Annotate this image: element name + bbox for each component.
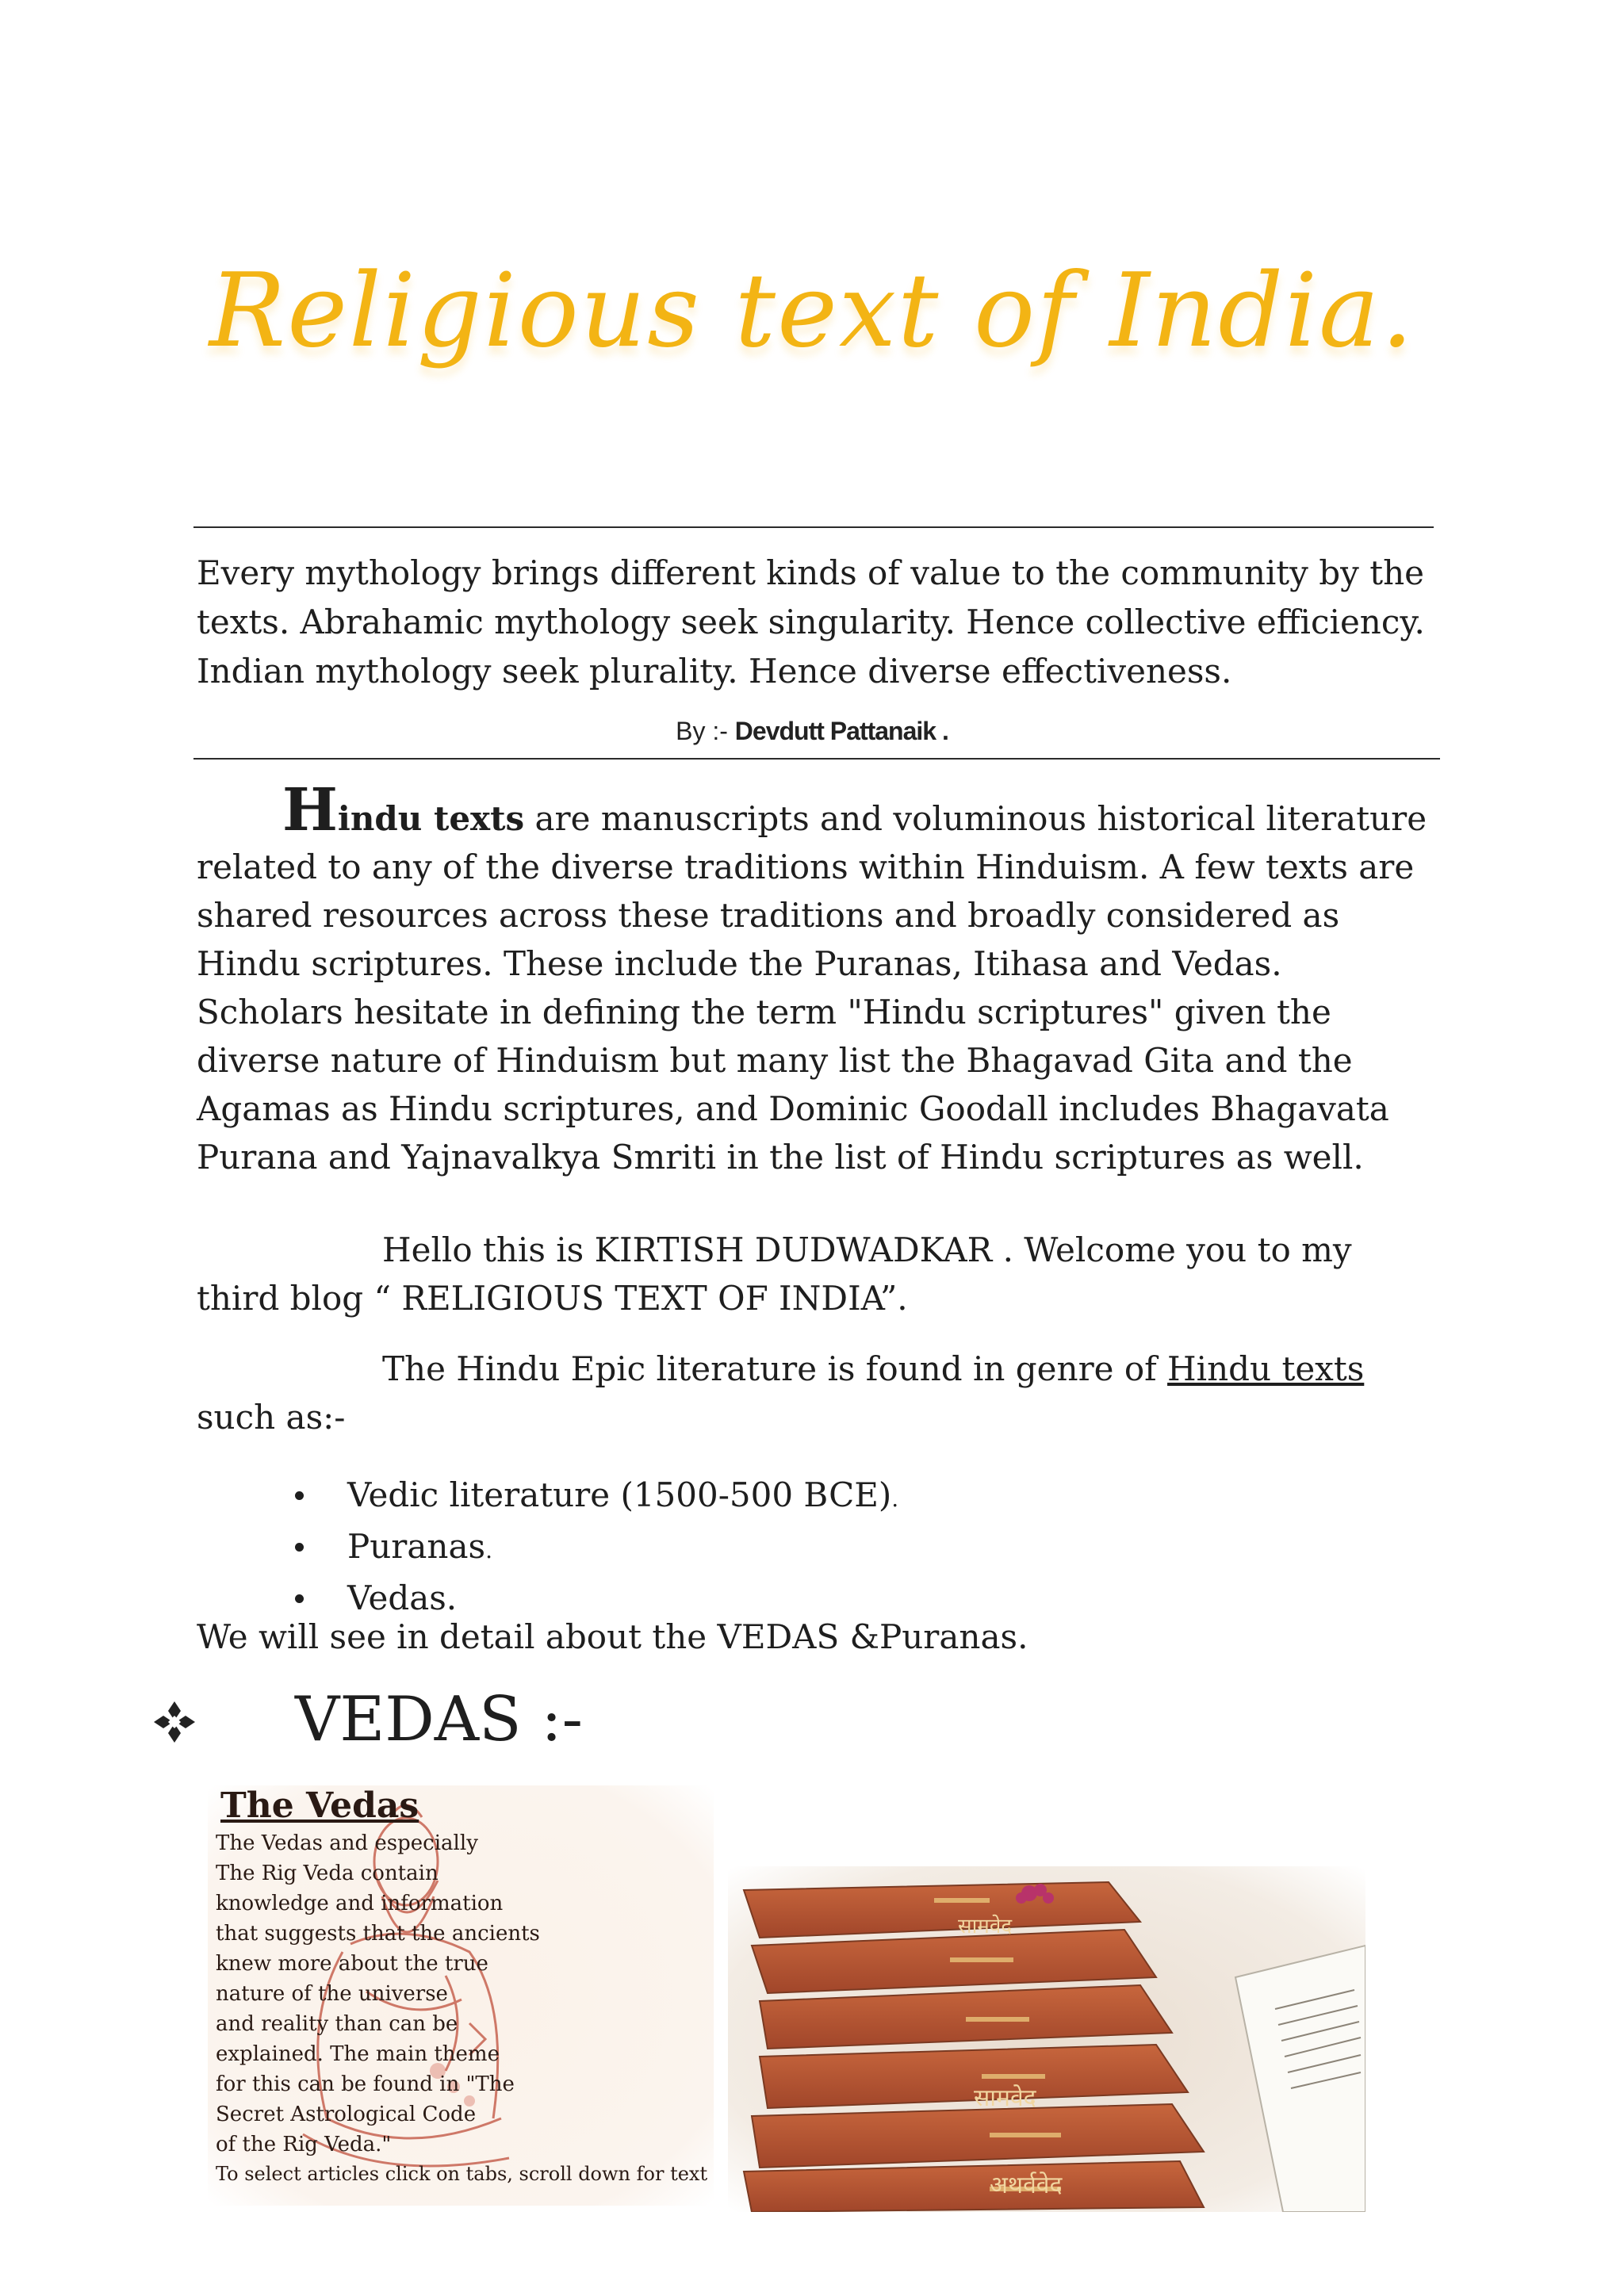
epic-paragraph	[197, 1345, 1434, 1441]
vedas-image-line: of the Rig Veda."	[216, 2133, 392, 2156]
drop-cap: H	[282, 776, 338, 844]
intro-quote: Every mythology brings different kinds of value to the community by the texts. Abrahamic mythology seek singularity. Hence collective efficiency. Indian mythology seek plurality. Hence diverse effectiveness.	[197, 553, 1425, 691]
vedas-image-line: explained. The main theme	[216, 2042, 500, 2066]
list-item: Vedic literature (1500-500 BCE).	[295, 1471, 898, 1523]
detail-paragraph: We will see in detail about the VEDAS &Puranas.	[197, 1617, 1028, 1656]
vedas-image-line: Secret Astrological Code	[216, 2103, 477, 2126]
epic-text-before: The Hindu Epic literature is found in genre of	[382, 1349, 1168, 1388]
vedas-image-line: for this can be found in "The	[216, 2072, 515, 2096]
vedas-image-line: knew more about the true	[216, 1952, 488, 1976]
byline-label: By :-	[676, 717, 728, 745]
vedas-heading-text: VEDAS :-	[295, 1684, 583, 1755]
vedas-image-line: The Rig Veda contain	[216, 1862, 439, 1885]
intro-paragraph	[197, 776, 1434, 1181]
byline-author: Devdutt Pattanaik .	[734, 717, 948, 745]
bottom-divider	[193, 758, 1440, 760]
welcome-paragraph	[197, 1226, 1434, 1322]
book-label: सामवेद	[958, 1915, 1013, 1938]
four-diamond-icon	[151, 1698, 198, 1746]
vedas-image-line: knowledge and information	[216, 1892, 504, 1915]
epic-text-after: such as:-	[197, 1398, 346, 1437]
bullet-list	[295, 1471, 898, 1626]
hindu-texts-link[interactable]: Hindu texts	[1167, 1349, 1365, 1388]
welcome-text: Hello this is KIRTISH DUDWADKAR . Welcome you to my third blog “ RELIGIOUS TEXT OF INDIA”.	[197, 1230, 1352, 1318]
bullet-dot	[295, 1491, 304, 1500]
intro-lead: indu texts	[337, 799, 525, 838]
book-label: अथर्ववेद	[990, 2172, 1063, 2199]
bullet-dot	[295, 1594, 304, 1603]
vedas-image-title: The Vedas	[220, 1785, 419, 1826]
book-label: सामवेद	[974, 2084, 1036, 2112]
top-divider	[193, 526, 1434, 528]
vedas-image-line: nature of the universe	[216, 1982, 448, 2006]
bullet-dot	[295, 1543, 304, 1552]
vedas-image-line: and reality than can be	[216, 2012, 458, 2036]
books-illustration	[728, 1866, 1365, 2212]
list-item: Puranas.	[295, 1523, 898, 1575]
vedas-image-line: To select articles click on tabs, scroll down for text	[216, 2163, 708, 2185]
intro-text: are manuscripts and voluminous historical literature related to any of the diverse traditions within Hinduism. A few texts are shared resources across these traditions and broadly considered as Hindu scriptures. These include the Puranas, Itihasa and Vedas. Scholars hesitate in defining the term "Hindu scriptures" given the diverse nature of Hinduism but many list the Bhagavad Gita and the Agamas as Hindu scriptures, and Dominic Goodall includes Bhagavata Purana and Yajnavalkya Smriti in the list of Hindu scriptures as well.	[197, 799, 1427, 1177]
page-title: Religious text of India.	[209, 252, 1415, 370]
vedas-info-image	[208, 1785, 714, 2206]
veda-books-image	[728, 1866, 1365, 2212]
vedas-image-line: that suggests that the ancients	[216, 1922, 540, 1946]
vedas-image-line: The Vedas and especially	[216, 1831, 478, 1855]
quote-byline	[0, 717, 1624, 746]
list-item: Vedas.	[295, 1575, 898, 1626]
